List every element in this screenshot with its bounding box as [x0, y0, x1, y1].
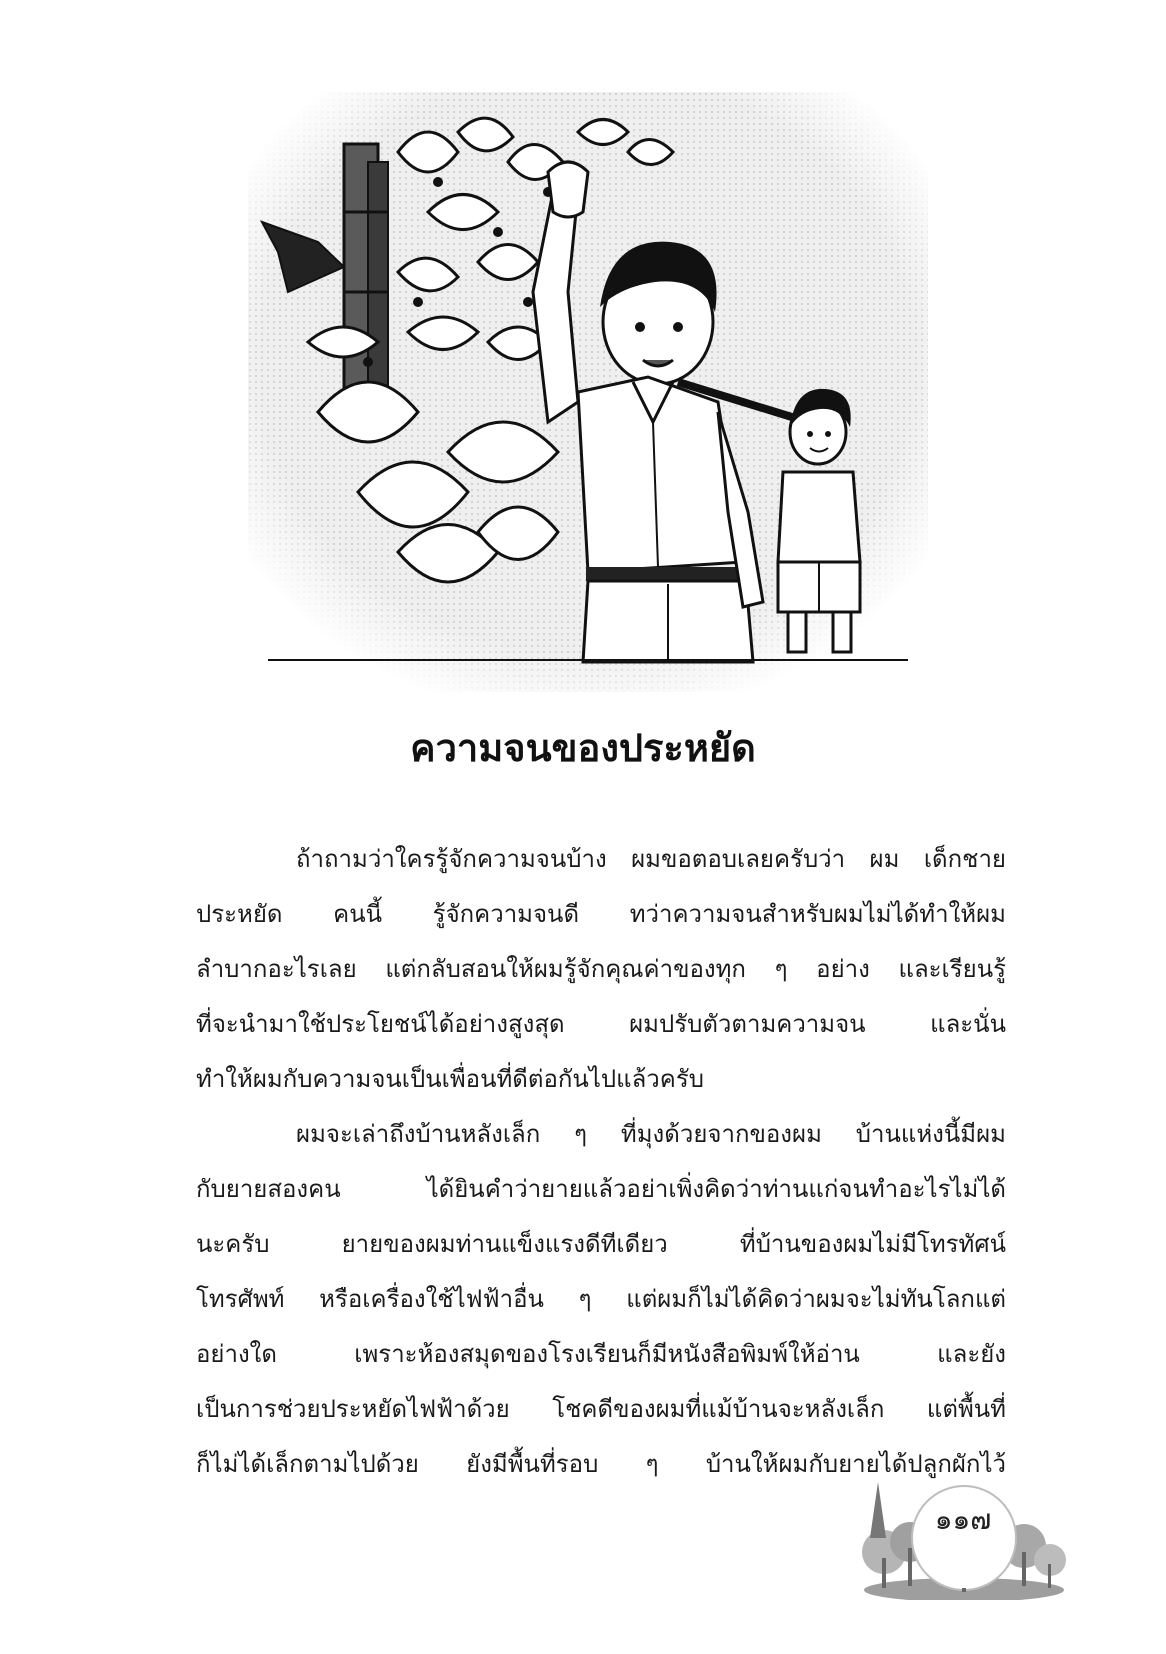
- body-line: ที่จะนำมาใช้ประโยชน์ได้อย่างสูงสุด ผมปรับตัวตามความจน และนั่น: [196, 1010, 1006, 1038]
- story-illustration: [248, 92, 928, 692]
- body-line: ประหยัด คนนี้ รู้จักความจนดี ทว่าความจนสำหรับผมไม่ได้ทำให้ผม: [196, 900, 1006, 928]
- body-line: ถ้าถามว่าใครรู้จักความจนบ้าง ผมขอตอบเลยครับว่า ผม เด็กชาย: [296, 845, 1006, 873]
- page-number-badge: [858, 1478, 1070, 1600]
- story-body: [196, 832, 1006, 1492]
- body-line: โทรศัพท์ หรือเครื่องใช้ไฟฟ้าอื่น ๆ แต่ผมก็ไม่ได้คิดว่าผมจะไม่ทันโลกแต่: [196, 1285, 1006, 1313]
- body-line: นะครับ ยายของผมท่านแข็งแรงดีทีเดียว ที่บ้านของผมไม่มีโทรทัศน์: [196, 1230, 1006, 1258]
- body-line: ทำให้ผมกับความจนเป็นเพื่อนที่ดีต่อกันไปแล้วครับ: [196, 1065, 704, 1093]
- body-line: ก็ไม่ได้เล็กตามไปด้วย ยังมีพื้นที่รอบ ๆ บ้านให้ผมกับยายได้ปลูกผักไว้: [196, 1450, 1006, 1478]
- page-number: ๑๑๗: [934, 1503, 992, 1536]
- body-line: อย่างใด เพราะห้องสมุดของโรงเรียนก็มีหนังสือพิมพ์ให้อ่าน และยัง: [196, 1340, 1006, 1368]
- story-title: ความจนของประหยัด: [410, 726, 756, 770]
- body-line: เป็นการช่วยประหยัดไฟฟ้าด้วย โชคดีของผมที่แม้บ้านจะหลังเล็ก แต่พื้นที่: [196, 1395, 1006, 1423]
- boys-in-garden-illustration: [248, 92, 928, 692]
- body-line: ผมจะเล่าถึงบ้านหลังเล็ก ๆ ที่มุงด้วยจากของผม บ้านแห่งนี้มีผม: [296, 1120, 1006, 1148]
- body-line: กับยายสองคน ได้ยินคำว่ายายแล้วอย่าเพิ่งคิดว่าท่านแก่จนทำอะไรไม่ได้: [196, 1175, 1006, 1203]
- body-line: ลำบากอะไรเลย แต่กลับสอนให้ผมรู้จักคุณค่าของทุก ๆ อย่าง และเรียนรู้: [196, 955, 1006, 983]
